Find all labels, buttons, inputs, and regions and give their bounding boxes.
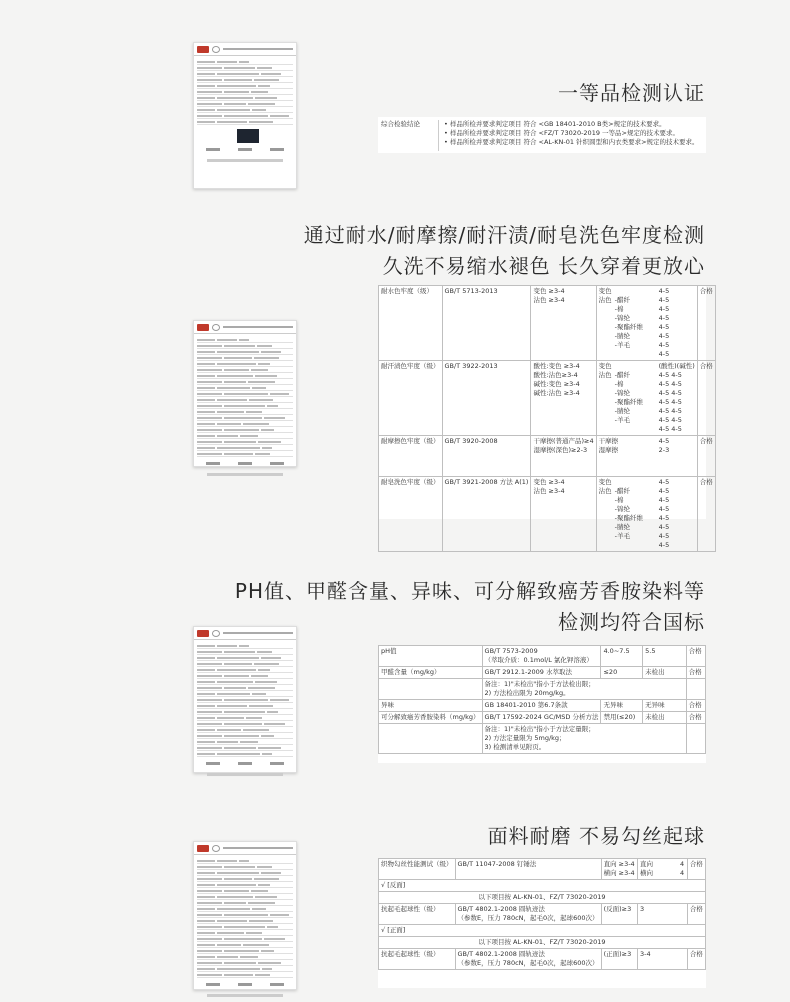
result-fiber: -聚酯纤维 — [614, 514, 643, 522]
result-fiber: -锦纶 — [614, 314, 630, 322]
result-value: 4-5 4-5 — [658, 380, 682, 388]
cell-method: GB/T 4802.1-2008 圆轨迹法 （参数E，压力 780cN，起毛0次，起球600次） — [455, 904, 601, 925]
cell-verdict: 合格 — [687, 904, 705, 925]
cell-requirement: 酸性:变色 ≥3-4 酸性:沾色≥3-4 碱性:变色 ≥3-4 碱性:沾色 ≥3-4 — [531, 361, 596, 436]
cell-method: GB/T 5713-2013 — [442, 286, 531, 361]
section-header: √ [正面] — [379, 925, 706, 937]
section-title-certification: 一等品检测认证 — [558, 81, 705, 105]
abrasion-report — [378, 858, 706, 988]
result-fiber: -醋纤 — [614, 371, 630, 379]
cell-note: 备注：1)"未检出"指小于方法定量限； 2) 方法定量限为 5mg/kg； 3) 检测清单见附页。 — [482, 724, 686, 754]
cell-item: 甲醛含量（mg/kg） — [379, 667, 483, 679]
cell-verdict: 合格 — [687, 859, 705, 880]
result-value: 3-4 — [640, 950, 651, 958]
cell-method: GB/T 2912.1-2009 水萃取法 — [482, 667, 601, 679]
cell-requirement: (正面)≥3 — [601, 949, 637, 970]
thumb-footer — [207, 159, 283, 162]
cell-method: GB/T 4802.1-2008 圆轨迹法 （参数E，压力 780cN，起毛0次，起球600次） — [455, 949, 601, 970]
table-row — [379, 937, 706, 949]
result-value: 4-5 — [658, 437, 670, 445]
cell-verdict: 合格 — [686, 667, 705, 679]
result-fiber: -腈纶 — [614, 407, 630, 415]
result-label: 变色 — [598, 478, 612, 486]
result-value: 4-5 — [658, 532, 670, 540]
table-row — [379, 880, 706, 892]
cell-method: GB 18401-2010 第6.7条款 — [482, 700, 601, 712]
cell-result: 5.5 — [643, 646, 686, 667]
result-value: (酸性)(碱性) — [658, 362, 695, 370]
section-title-safety: PH值、甲醛含量、异味、可分解致癌芳香胺染料等 检测均符合国标 — [234, 579, 705, 634]
cell-result — [638, 859, 688, 880]
cell-requirement: 变色 ≥3-4 沾色 ≥3-4 — [531, 477, 596, 552]
cell-verdict: 合格 — [697, 286, 715, 361]
result-value: 4 — [680, 860, 685, 868]
thumb-footer — [207, 773, 283, 776]
report-thumbnail-4 — [193, 841, 297, 990]
result-fiber: -腈纶 — [614, 523, 630, 531]
cell-verdict: 合格 — [697, 361, 715, 436]
thumb-footer — [207, 994, 283, 997]
cell-method: GB/T 7573-2009 （萃取介质：0.1mol/L 氯化钾溶液） — [482, 646, 601, 667]
cell-item: 耐汗渍色牢度（级） — [379, 361, 443, 436]
result-fiber — [615, 362, 659, 371]
cell-requirement: ≤20 — [601, 667, 643, 679]
cell-requirement: 4.0~7.5 — [601, 646, 643, 667]
colorfastness-report — [378, 285, 713, 549]
result-value: 4-5 — [658, 287, 670, 295]
signature-row — [197, 462, 293, 468]
cell-result — [638, 904, 688, 925]
result-label: 沾色 — [598, 296, 612, 304]
result-fiber: -醋纤 — [614, 487, 630, 495]
cell-requirement: 直向 ≥3-4 横向 ≥3-4 — [601, 859, 637, 880]
cell-requirement: (反面)≥3 — [601, 904, 637, 925]
report-thumbnail-1 — [193, 42, 297, 189]
thumb-footer — [207, 473, 283, 476]
result-value: 4-5 4-5 — [658, 416, 682, 424]
cell-verdict: 合格 — [686, 700, 705, 712]
cell-verdict: 合格 — [686, 712, 705, 724]
result-value: 4-5 — [658, 296, 670, 304]
result-fiber — [615, 478, 659, 487]
cell-result: 未检出 — [643, 712, 686, 724]
cell-item: 耐摩擦色牢度（级） — [379, 436, 443, 477]
result-value: 4 — [680, 869, 685, 877]
result-fiber — [615, 287, 659, 296]
result-value: 3 — [640, 905, 645, 913]
result-value: 4-5 — [658, 341, 670, 349]
thumb-row — [197, 972, 293, 978]
result-label: 沾色 — [598, 487, 612, 495]
cell-result — [596, 477, 697, 552]
cell-method: GB/T 17592-2024 GC/MSD 分析方法 — [482, 712, 601, 724]
cell-result — [596, 286, 697, 361]
conclusion-line: • 样品所检并要求判定项目 符合 <GB 18401-2010 B类>规定的技术要求。 — [444, 120, 666, 128]
report-thumbnail-3 — [193, 626, 297, 773]
cell-result — [596, 361, 697, 436]
cell-item: 抗起毛起球性（级） — [379, 904, 456, 925]
signature-row — [197, 148, 293, 154]
result-value: 4-5 — [658, 478, 670, 486]
cell-item: 抗起毛起球性（级） — [379, 949, 456, 970]
cell-verdict: 合格 — [687, 949, 705, 970]
table-row — [379, 925, 706, 937]
result-value: 4-5 4-5 — [658, 371, 682, 379]
result-fiber: -羊毛 — [614, 532, 630, 540]
safety-report — [378, 645, 706, 763]
result-label: 变色 — [598, 287, 612, 295]
cell-requirement: 变色 ≥3-4 沾色 ≥3-4 — [531, 286, 596, 361]
signature-row — [197, 762, 293, 768]
result-label: 横向 — [640, 869, 654, 877]
cell-method: GB/T 3920-2008 — [442, 436, 531, 477]
result-value: 4-5 — [658, 496, 670, 504]
table-row — [379, 646, 706, 667]
section-header: √ [反面] — [379, 880, 706, 892]
table-row — [379, 859, 706, 880]
result-label: 变色 — [598, 362, 612, 370]
cell-item: 织物勾丝性能测试（级） — [379, 859, 456, 880]
cell-result — [638, 949, 688, 970]
result-fiber: -聚酯纤维 — [614, 323, 643, 331]
table-row — [379, 700, 706, 712]
result-value: 2-3 — [658, 446, 670, 454]
result-value: 4-5 — [658, 305, 670, 313]
result-value: 4-5 — [658, 523, 670, 531]
result-fiber: -锦纶 — [614, 505, 630, 513]
table-row — [379, 667, 706, 679]
cell-verdict — [686, 724, 705, 754]
conclusion-block — [378, 117, 706, 153]
section-title-colorfastness: 通过耐水/耐摩擦/耐汗渍/耐皂洗色牢度检测 久洗不易缩水褪色 长久穿着更放心 — [303, 223, 705, 278]
thumb-row — [197, 119, 293, 125]
table-row — [379, 436, 716, 477]
cell-result — [596, 436, 697, 477]
section-title-abrasion: 面料耐磨 不易勾丝起球 — [487, 824, 705, 848]
result-value: 4-5 4-5 — [658, 398, 682, 406]
cell-requirement: 无异味 — [601, 700, 643, 712]
table-row — [379, 724, 706, 754]
cell-item: 可分解致癌芳香胺染料（mg/kg） — [379, 712, 483, 724]
result-fiber: -羊毛 — [614, 341, 630, 349]
result-value: 4-5 — [658, 541, 670, 549]
cell-verdict: 合格 — [686, 646, 705, 667]
result-value: 4-5 4-5 — [658, 407, 682, 415]
result-value: 4-5 — [658, 314, 670, 322]
table-row — [379, 892, 706, 904]
cell-item: 耐水色牢度（级） — [379, 286, 443, 361]
report-thumbnail-2 — [193, 320, 297, 467]
standard-note: 以下项目按 AL-KN-01、FZ/T 73020-2019 — [379, 892, 706, 904]
result-value: 4-5 — [658, 487, 670, 495]
cell-item: 耐皂洗色牢度（级） — [379, 477, 443, 552]
conclusion-label: 综合检验结论 — [381, 120, 420, 128]
result-value: 4-5 4-5 — [658, 389, 682, 397]
standard-note: 以下项目按 AL-KN-01、FZ/T 73020-2019 — [379, 937, 706, 949]
cell-method: GB/T 3921-2008 方法 A(1) — [442, 477, 531, 552]
thumb-row — [197, 451, 293, 457]
result-value: 4-5 — [658, 332, 670, 340]
result-fiber: -羊毛 — [614, 416, 630, 424]
signature-row — [197, 983, 293, 989]
result-label: 干摩擦 — [598, 437, 619, 445]
cell-requirement: 禁用(≤20) — [601, 712, 643, 724]
result-fiber: -棉 — [614, 305, 624, 313]
result-fiber: -棉 — [614, 496, 624, 504]
result-fiber: -腈纶 — [614, 332, 630, 340]
cell-item: 异味 — [379, 700, 483, 712]
cell-result: 未检出 — [643, 667, 686, 679]
cell-result: 无异味 — [643, 700, 686, 712]
table-row — [379, 679, 706, 700]
cell-item: pH值 — [379, 646, 483, 667]
cell-method: GB/T 3922-2013 — [442, 361, 531, 436]
table-row — [379, 477, 716, 552]
cell-verdict — [686, 679, 705, 700]
table-row — [379, 712, 706, 724]
result-label: 湿摩擦 — [598, 446, 619, 454]
thumb-row — [197, 751, 293, 757]
table-row — [379, 361, 716, 436]
result-fiber: -锦纶 — [614, 389, 630, 397]
result-fiber: -棉 — [614, 380, 624, 388]
table-row — [379, 286, 716, 361]
fabric-swatch — [237, 129, 259, 143]
cell-method: GB/T 11047-2008 钉锤法 — [455, 859, 601, 880]
cell-note: 备注：1)"未检出"指小于方法检出限； 2) 方法检出限为 20mg/kg。 — [482, 679, 686, 700]
table-row — [379, 904, 706, 925]
result-fiber: -聚酯纤维 — [614, 398, 643, 406]
result-label: 沾色 — [598, 371, 612, 379]
cell-verdict: 合格 — [697, 477, 715, 552]
table-row — [379, 949, 706, 970]
result-value: 4-5 — [658, 514, 670, 522]
conclusion-line: • 样品所检并要求判定项目 符合 <FZ/T 73020-2019 一等品>规定的技术要求。 — [444, 129, 679, 137]
result-label: 直向 — [640, 860, 654, 868]
cell-verdict: 合格 — [697, 436, 715, 477]
conclusion-line: • 样品所检并要求判定项目 符合 <AL-KN-01 针织圆型和内衣类要求>规定的技术要求。 — [444, 138, 699, 146]
result-value: 4-5 — [658, 505, 670, 513]
cell-requirement: 干摩擦(普通产品)≥4 湿摩擦(深色)≥2-3 — [531, 436, 596, 477]
result-value: 4-5 — [658, 323, 670, 331]
result-value: 4-5 4-5 — [658, 425, 682, 433]
result-value: 4-5 — [658, 350, 670, 358]
cell-item — [379, 724, 483, 754]
cell-item — [379, 679, 483, 700]
result-fiber: -醋纤 — [614, 296, 630, 304]
